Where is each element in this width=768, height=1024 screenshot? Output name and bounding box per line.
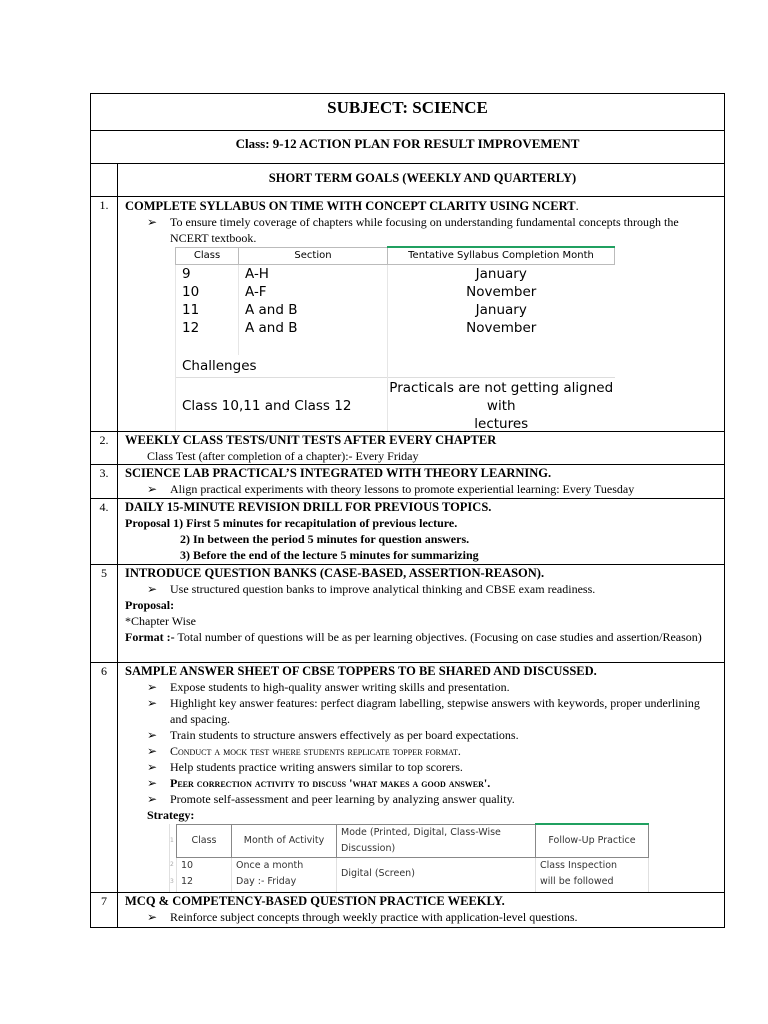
- action-plan-document: [90, 93, 725, 928]
- arrow-bullet-icon: ➢: [147, 728, 158, 742]
- goals-header: SHORT TERM GOALS (WEEKLY AND QUARTERLY): [268, 171, 577, 185]
- page-subtitle: Class: 9-12 ACTION PLAN FOR RESULT IMPROVEMENT: [91, 131, 724, 164]
- table-row: 3 12 Day :- Friday will be followed: [170, 874, 720, 890]
- column-header: Class: [177, 824, 232, 857]
- challenges-label: Challenges: [176, 355, 388, 378]
- column-header: Mode (Printed, Digital, Class-Wise Discussion): [337, 824, 536, 857]
- arrow-bullet-icon: ➢: [147, 582, 158, 596]
- bullet-item: ➢ Help students practice writing answers similar to top scorers.: [147, 760, 463, 774]
- bullet-item: ➢ Highlight key answer features: perfect diagram labelling, stepwise answers with keywords, proper underlining and spacing.: [147, 696, 700, 726]
- strategy-table: 1 Class Month of Activity Mode (Printed, Digital, Class-Wise Discussion) Follow-Up Practice 2 10 Once a month Digital (Screen) Class Inspection 3 12 Day :- Friday will be followed: [169, 823, 719, 892]
- goal-heading: SAMPLE ANSWER SHEET OF CBSE TOPPERS TO BE SHARED AND DISCUSSED.: [125, 664, 597, 678]
- format-text: Format :- Total number of questions will be as per learning objectives. (Focusing on case studies and assertion/Reason): [125, 630, 702, 644]
- arrow-bullet-icon: ➢: [147, 482, 158, 496]
- arrow-bullet-icon: ➢: [147, 744, 158, 758]
- proposal-line: 3) Before the end of the lecture 5 minutes for summarizing: [180, 548, 479, 562]
- column-header: Follow-Up Practice: [536, 824, 649, 857]
- bullet-item: ➢ Use structured question banks to improve analytical thinking and CBSE exam readiness.: [147, 582, 596, 596]
- arrow-bullet-icon: ➢: [147, 760, 158, 774]
- goal-line: Class Test (after completion of a chapter):- Every Friday: [147, 449, 419, 463]
- bullet-item: ➢ Peer correction activity to discuss 'what makes a good answer'.: [147, 776, 491, 790]
- bullet-item: ➢ To ensure timely coverage of chapters while focusing on understanding fundamental concepts through the NCERT textbook.: [147, 215, 679, 245]
- goal-row-3: [91, 465, 724, 499]
- goal-row-2: [91, 432, 724, 465]
- row-number: 1.: [91, 197, 118, 431]
- table-row: 12 A and B November: [176, 319, 615, 337]
- row-number: 7: [91, 893, 118, 927]
- goal-row-5: [91, 565, 724, 663]
- bullet-item: ➢ Conduct a mock test where students replicate topper format.: [147, 744, 461, 758]
- syllabus-table: [175, 246, 615, 431]
- bullet-item: ➢ Promote self-assessment and peer learning by analyzing answer quality.: [147, 792, 515, 806]
- page-title: SUBJECT: SCIENCE: [91, 94, 724, 131]
- bullet-item: ➢ Align practical experiments with theory lessons to promote experiential learning: Every Tuesday: [147, 482, 635, 496]
- table-row: 9 A-H January: [176, 265, 615, 284]
- strategy-label: Strategy:: [147, 808, 195, 822]
- arrow-bullet-icon: ➢: [147, 776, 158, 790]
- row-number: 6: [91, 663, 118, 892]
- arrow-bullet-icon: ➢: [147, 680, 158, 694]
- proposal-label: Proposal:: [125, 598, 175, 612]
- table-row: 2 10 Once a month Digital (Screen) Class Inspection: [170, 857, 720, 874]
- challenge-text: Practicals are not getting aligned with lectures: [388, 378, 615, 432]
- proposal-line: 2) In between the period 5 minutes for question answers.: [180, 532, 470, 546]
- goals-header-row: [91, 164, 724, 197]
- row-number: 4.: [91, 499, 118, 564]
- column-header: Tentative Syllabus Completion Month: [388, 247, 615, 265]
- proposal-line: Proposal 1) First 5 minutes for recapitulation of previous lecture.: [125, 516, 458, 530]
- column-header: Section: [239, 247, 388, 265]
- arrow-bullet-icon: ➢: [147, 696, 158, 710]
- goal-heading: COMPLETE SYLLABUS ON TIME WITH CONCEPT CLARITY USING NCERT: [125, 199, 576, 213]
- goal-heading: MCQ & COMPETENCY-BASED QUESTION PRACTICE WEEKLY.: [125, 894, 505, 908]
- goal-heading: WEEKLY CLASS TESTS/UNIT TESTS AFTER EVERY CHAPTER: [125, 433, 497, 447]
- bullet-item: ➢ Train students to structure answers effectively as per board expectations.: [147, 728, 519, 742]
- goal-heading: SCIENCE LAB PRACTICAL’S INTEGRATED WITH THEORY LEARNING.: [125, 466, 552, 480]
- column-header: Class: [176, 247, 239, 265]
- row-number: 2.: [91, 432, 118, 464]
- row-number: 5: [91, 565, 118, 662]
- goal-row-7: [91, 893, 724, 927]
- bullet-item: ➢ Reinforce subject concepts through weekly practice with application-level questions.: [147, 910, 578, 924]
- goal-heading: DAILY 15-MINUTE REVISION DRILL FOR PREVIOUS TOPICS.: [125, 500, 492, 514]
- arrow-bullet-icon: ➢: [147, 792, 158, 806]
- table-row: 10 A-F November: [176, 283, 615, 301]
- arrow-bullet-icon: ➢: [147, 910, 158, 924]
- goal-row-6: [91, 663, 724, 893]
- bullet-item: ➢ Expose students to high-quality answer writing skills and presentation.: [147, 680, 510, 694]
- goal-heading: INTRODUCE QUESTION BANKS (CASE-BASED, ASSERTION-REASON).: [125, 566, 545, 580]
- goal-row-4: [91, 499, 724, 565]
- table-row: 11 A and B January: [176, 301, 615, 319]
- row-number: 3.: [91, 465, 118, 498]
- arrow-bullet-icon: ➢: [147, 215, 158, 229]
- chapter-wise-text: *Chapter Wise: [125, 614, 196, 628]
- challenge-class: Class 10,11 and Class 12: [176, 378, 388, 432]
- column-header: Month of Activity: [232, 824, 337, 857]
- goal-row-1: 1. COMPLETE SYLLABUS ON TIME WITH CONCEPT CLARITY USING NCERT. ➢ To ensure timely coverage of chapters while focusing on understanding fundamental concepts through the NCERT textbook. Class Section Tentative Syllabus Completion Month 9 A-H January 10 A-F November 11 A and B January 12 A and B November Challenges Class 10,11 and Class 12 Practicals are not getting aligned with lectures: [91, 197, 724, 432]
